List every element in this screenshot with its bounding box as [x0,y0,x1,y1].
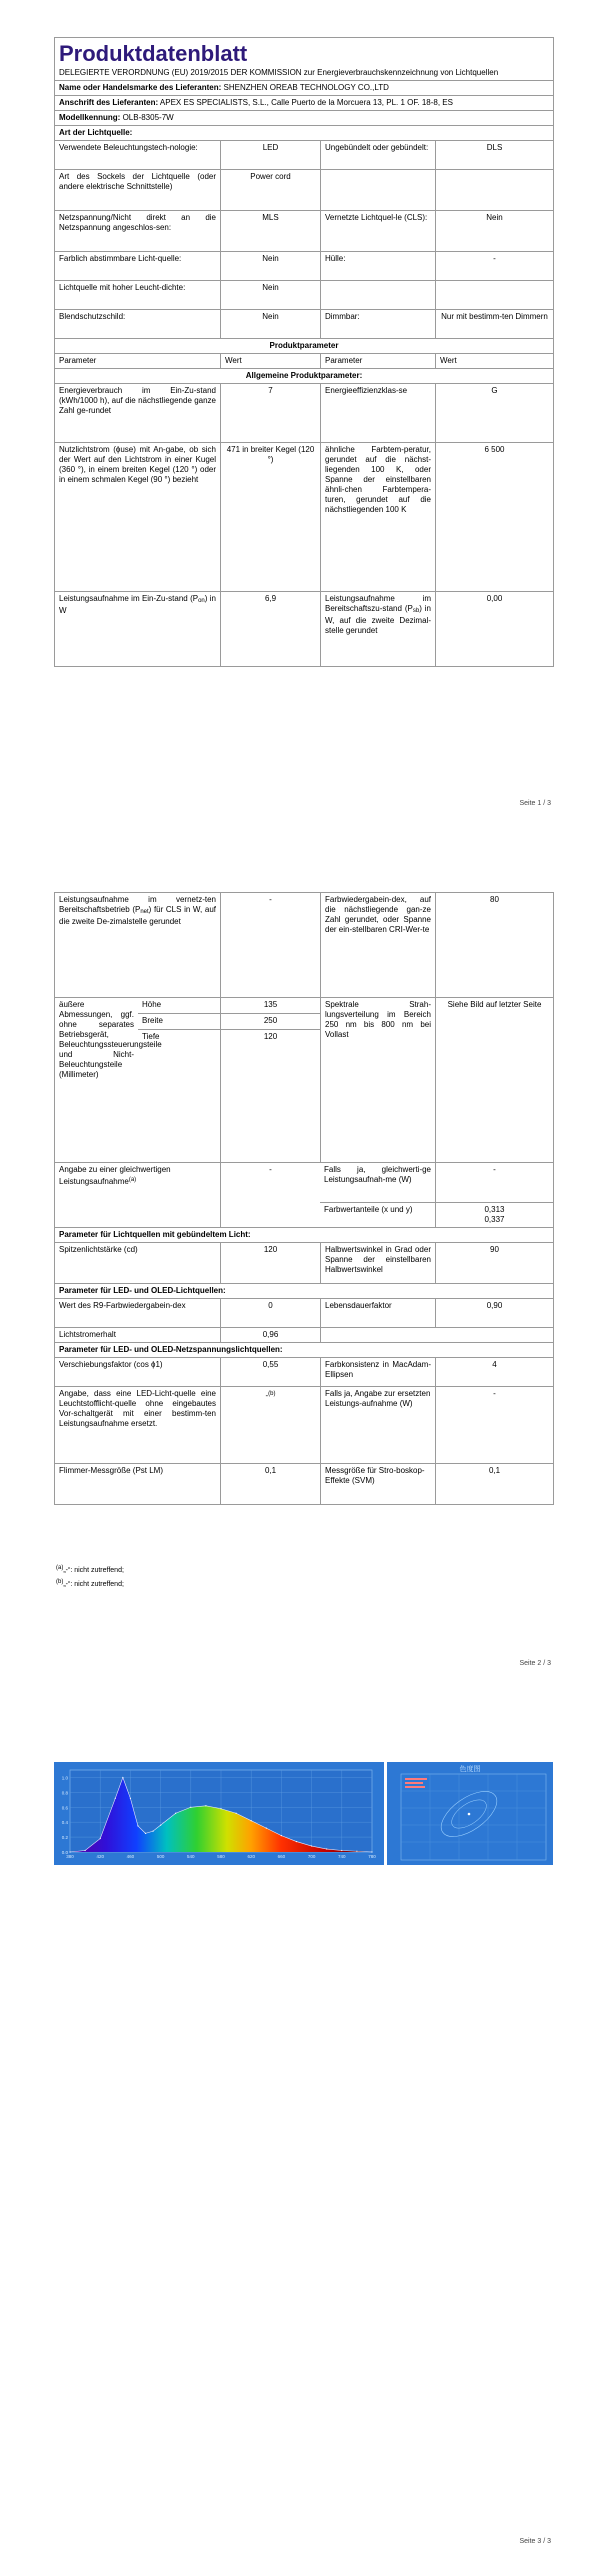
type-label: Dimmbar: [320,310,435,338]
dimension-value: 135 [220,998,320,1013]
type-value: Nein [220,252,320,280]
type-value: DLS [435,141,553,169]
type-label: Blendschutzschild: [59,312,126,321]
type-value: MLS [220,211,320,251]
type-value: - [435,252,553,280]
param-label: Leistungsaufnahme im Bereitschaftszu-stand (Psb) in W, auf die zweite Dezimal-stelle gerundet [320,592,435,666]
param-label: Angabe, dass eine LED-Licht-quelle eine Leuchtstofflicht-quelle ohne eingebautes Vor-schaltgerät mit einer bestimm-ten Leistungsaufnahme ersetzt. [59,1389,216,1428]
dimension-name: Tiefe [142,1032,160,1041]
spectrum-point [122,1777,123,1778]
x-tick-label: 460 [126,1854,135,1859]
y-tick-label: 1.0 [61,1775,68,1781]
spectral-label: Spektrale Strah-lungsverteilung im Bereich 250 nm bis 800 nm bei Vollast [320,998,435,1162]
spectrum-point [115,1798,116,1799]
mains-heading: Parameter für LED- und OLED-Netzspannungslichtquellen: [59,1345,283,1354]
spectral-value: Siehe Bild auf letzter Seite [435,998,553,1162]
x-tick-label: 740 [338,1854,346,1859]
dimensions-label: äußere Abmessungen, ggf. ohne separates Betriebsgerät, Beleuchtungssteuerungsteile und Nicht-Beleuchtungsteile (Millimeter) [59,1000,162,1079]
x-tick-label: 380 [66,1854,74,1859]
supplier-value: SHENZHEN OREAB TECHNOLOGY CO.,LTD [223,83,389,92]
type-label: Lichtquelle mit hoher Leucht-dichte: [59,283,186,292]
dimension-name: Höhe [142,1000,162,1009]
regulation-text: DELEGIERTE VERORDNUNG (EU) 2019/2015 DER KOMMISSION zur Energieverbrauchskennzeichnung von Lichtquellen [59,68,499,77]
param-value: -$^{(b)}$ [220,1387,320,1463]
param-label: Lichtstromerhalt [59,1330,116,1339]
x-tick-label: 620 [247,1854,255,1859]
param-label: Verschiebungsfaktor (cos ɸ1) [59,1360,163,1369]
param-label: Leistungsaufnahme im Ein-Zu-stand (Pon) in W [59,594,216,615]
param-value: 4 [435,1358,553,1386]
param-label: Lebensdauerfaktor [320,1299,435,1327]
type-value: LED [220,141,320,169]
spectrum-point [371,1851,372,1852]
param-value: 120 [220,1243,320,1283]
address-label: Anschrift des Lieferanten: [59,98,159,107]
param-label: Halbwertswinkel in Grad oder Spanne der einstellbaren Halbwertswinkel [320,1243,435,1283]
page-footer: Seite 3 / 3 [519,2538,551,2545]
type-label: Verwendete Beleuchtungstech-nologie: [59,143,198,152]
page-footer: Seite 1 / 3 [519,800,551,807]
param-label: Nutzlichtstrom (ɸuse) mit An-gabe, ob sich der Wert auf den Lichtstrom in einer Kugel (360 °), in einem breiten Kegel (120 °) oder in einem schmalen Kegel (90 °) bezieht [59,445,216,484]
param-label: Flimmer-Messgröße (Pst LM) [59,1466,164,1475]
address-row [55,96,553,110]
spectrum-point [85,1850,86,1851]
spectrum-chart [54,1762,384,1865]
y-tick-label: 0.4 [61,1820,68,1826]
spectrum-point [100,1838,101,1839]
spectrum-point [236,1813,237,1814]
param-label: Falls ja, gleichwerti-ge Leistungsaufnah-me (W) [324,1165,431,1184]
type-value: Nein [220,281,320,309]
spectrum-point [266,1828,267,1829]
y-tick-label: 0.0 [61,1850,68,1855]
spectrum-point [296,1841,297,1842]
datasheet-table-page-2 [54,892,554,1505]
param-value: - [435,1163,553,1202]
param-label: Spitzenlichtstärke (cd) [59,1245,138,1254]
type-value: Nein [435,211,553,251]
datasheet-table-page-1 [54,37,554,667]
spectrum-point [281,1835,282,1836]
param-label: Falls ja, Angabe zur ersetzten Leistungs-aufnahme (W) [320,1387,435,1463]
x-tick-label: 540 [187,1854,195,1859]
column-header-parameter: Parameter [59,356,97,365]
equivalent-power-label: Angabe zu einer gleichwertigen Leistungsaufnahme$^{(a)}$ [59,1165,171,1186]
cie-title: 色度图 [459,1766,481,1773]
param-label: Farbkonsistenz in MacAdam-Ellipsen [320,1358,435,1386]
chromaticity-value: 0,313 0,337 [435,1203,553,1227]
spectrum-point [220,1808,221,1809]
spectrum-point [190,1807,191,1808]
spectrum-point [251,1820,252,1821]
led-heading: Parameter für LED- und OLED-Lichtquellen: [59,1286,226,1295]
param-value: 6 500 [435,443,553,591]
type-label: Art des Sockels der Lichtquelle (oder andere elektrische Schnittstelle) [59,172,216,191]
column-header-value: Wert [220,354,320,368]
spectrum-point [326,1848,327,1849]
equivalent-power-value: - [220,1163,320,1227]
param-value: 0,1 [435,1464,553,1504]
model-label: Modellkennung: [59,113,121,122]
spectrum-point [160,1825,161,1826]
param-value: 0 [220,1299,320,1327]
param-label: Wert des R9-Farbwiedergabein-dex [59,1301,186,1310]
supplier-row [55,81,553,95]
chromaticity-diagram-panel [387,1762,553,1865]
spectrum-point [69,1851,70,1852]
type-value: Power cord [220,170,320,210]
spectrum-point [311,1845,312,1846]
dimensions-subtable [138,998,320,1162]
dimension-value: 250 [220,1014,320,1029]
type-value [435,281,553,309]
spectrum-point [152,1831,153,1832]
param-value: 90 [435,1243,553,1283]
page-1 [0,0,603,840]
spectrum-point [175,1813,176,1814]
chromaticity-point [468,1813,471,1816]
page-2 [0,880,603,1720]
equivalent-subtable [320,1163,553,1227]
spectrum-point [145,1833,146,1834]
model-row [55,111,553,125]
spectrum-point [130,1798,131,1799]
x-tick-label: 580 [217,1854,225,1859]
param-label: Energieeffizienzklas-se [320,384,435,442]
y-tick-label: 0.6 [61,1805,68,1811]
product-params-heading: Produktparameter [269,341,339,350]
x-tick-label: 660 [277,1854,286,1859]
param-label: Energieverbrauch im Ein-Zu-stand (kWh/1000 h), auf die nächstliegende ganze Zahl ge-rundet [59,386,216,415]
x-tick-label: 420 [96,1854,104,1859]
column-header-parameter: Parameter [320,354,435,368]
type-label [320,170,435,210]
dimension-value: 120 [220,1030,320,1162]
page-footer: Seite 2 / 3 [519,1660,551,1667]
param-value: 7 [220,384,320,442]
x-tick-label: 500 [156,1854,165,1859]
param-value: 471 in breiter Kegel (120 °) [220,443,320,591]
type-value [435,170,553,210]
chromaticity-label: Farbwertanteile (x und y) [324,1205,413,1214]
spectrum-point [356,1851,357,1852]
light-source-type-heading: Art der Lichtquelle: [59,128,133,137]
spectrum-point [341,1850,342,1851]
type-value: Nur mit bestimm-ten Dimmern [435,310,553,338]
type-label: Farblich abstimmbare Licht-quelle: [59,254,182,263]
param-value: 0,00 [435,592,553,666]
param-value: 0,96 [220,1328,320,1342]
param-label: ähnliche Farbtem-peratur, gerundet auf die nächst-liegenden 100 K, oder Spanne der einstellbaren ähnli-chen Farbtempera-turen, gerundet auf die nächstliegenden 100 K [320,443,435,591]
param-value: 0,90 [435,1299,553,1327]
model-value: OLB-8305-7W [122,113,174,122]
type-value: Nein [220,310,320,338]
footnote-b: (b)„-“: nicht zutreffend; [56,1579,124,1588]
param-label: Messgröße für Stro-boskop-Effekte (SVM) [320,1464,435,1504]
param-label: Farbwiedergabein-dex, auf die nächstliegende gan-ze Zahl gerundet, oder Spanne der ein-stellbaren CRI-Wer-te [320,893,435,997]
param-value: 0,1 [220,1464,320,1504]
y-tick-label: 0.8 [61,1790,68,1796]
cie-diagram [387,1762,553,1865]
y-tick-label: 0.2 [61,1835,68,1841]
param-value: - [220,893,320,997]
type-label: Vernetzte Lichtquel-le (CLS): [320,211,435,251]
spectrum-point [137,1825,138,1826]
spectrum-chart-panel [54,1762,384,1865]
param-value: 6,9 [220,592,320,666]
x-tick-label: 780 [368,1854,376,1859]
param-value: 0,55 [220,1358,320,1386]
type-label: Hülle: [320,252,435,280]
type-label [320,281,435,309]
param-value: G [435,384,553,442]
page-title: Produktdatenblatt [59,41,248,66]
dimension-name: Breite [142,1016,163,1025]
address-value: APEX ES SPECIALISTS, S.L., Calle Puerto de la Morcuera 13, PL. 1 OF. 18-8, ES [159,98,453,107]
footnote-a: (a)„-“: nicht zutreffend; [56,1565,124,1574]
type-label: Netzspannung/Nicht direkt an die Netzspannung angeschlos-sen: [59,213,216,232]
general-params-heading: Allgemeine Produktparameter: [245,371,363,380]
spectrum-point [205,1805,206,1806]
column-header-value: Wert [435,354,553,368]
supplier-label: Name oder Handelsmarke des Lieferanten: [59,83,222,92]
page-3 [0,1720,603,2560]
type-label: Ungebündelt oder gebündelt: [320,141,435,169]
param-label: Leistungsaufnahme im vernetz-ten Bereitschaftsbetrieb (Pnet) für CLS in W, auf die zweite De-zimalstelle gerundet [59,895,216,926]
directional-heading: Parameter für Lichtquellen mit gebündeltem Licht: [59,1230,251,1239]
param-value: 80 [435,893,553,997]
param-value: - [435,1387,553,1463]
x-tick-label: 700 [307,1854,316,1859]
